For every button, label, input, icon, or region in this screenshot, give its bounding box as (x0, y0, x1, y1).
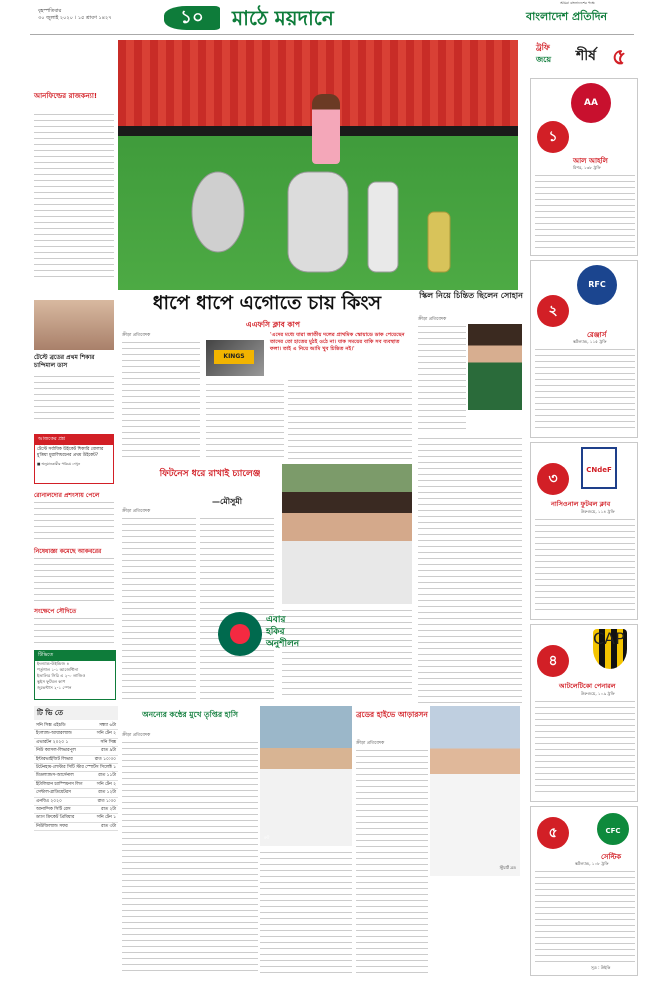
top5-header (530, 40, 638, 74)
top5-line1: ট্রফি (536, 43, 550, 52)
tv-channel: সন্ধ্যা ৬টা (99, 723, 116, 728)
trophy-super-cup (192, 172, 244, 252)
club-card-1 (530, 78, 638, 256)
tv-program: ড্যাগ ক্রিকেট প্রিমিয়ার (36, 815, 75, 821)
main-body-col3 (288, 378, 412, 462)
broad-body-bottom (260, 850, 352, 976)
page-number: ১০ (164, 6, 220, 30)
main-headline: ধাপে ধাপে এগোতে চায় কিংস (152, 292, 382, 314)
club-rank-4: ৪ (537, 645, 569, 677)
tv-row (34, 772, 118, 780)
brand-text: বাংলাদেশ প্রতিদিন (526, 10, 608, 23)
tv-row (34, 764, 118, 772)
tv-program: মিডল্যান্ডস-আর্সেনাল (36, 773, 74, 779)
club-country-4: উরুগুয়ে, ১০৯ ট্রফি (581, 691, 615, 696)
broad-body (356, 748, 428, 976)
hockey-line3: অনুশীলন (266, 639, 300, 649)
kings-photo (206, 340, 264, 376)
tv-channel: রাত ৯টা (101, 748, 116, 754)
club-logo-3: CNdeF (581, 447, 617, 489)
club-rank-5: ৫ (537, 817, 569, 849)
tv-channel: রাত ১০:৩০ (94, 756, 116, 762)
club-card-3 (530, 442, 638, 620)
tv-row (34, 722, 118, 730)
tv-program: আনান্দিক সিটি রেস (36, 807, 71, 813)
tv-program: ইংল্যান্ড-আয়ারল্যান্ড (36, 731, 72, 737)
sohan-title: স্কিল নিয়ে চিন্তিত ছিলেন সোহান (419, 291, 523, 300)
club-rank-1: ১ (537, 121, 569, 153)
tv-program: নিউ ক্যাসল-লিভারপুল (36, 748, 76, 754)
club-card-2 (530, 260, 638, 438)
root-photo (260, 706, 352, 846)
news3-title: সংক্ষেপে সৌদিতে (34, 608, 77, 615)
trophy-pl (368, 182, 398, 272)
club-rank-2: ২ (537, 295, 569, 327)
root-caption: রুট (264, 835, 270, 840)
brand-logo (526, 4, 634, 32)
main-body-col2 (206, 382, 284, 462)
tv-row (34, 789, 118, 797)
club-source: সূত্র : উইকি (591, 965, 611, 970)
tv-program: নিউজিল্যান্ড সফর (36, 823, 68, 829)
root-byline: ক্রীড়া প্রতিবেদক (122, 733, 151, 738)
top5-number: ৫ (612, 45, 627, 70)
result-row: ইতালির সিরি এ ২-০ লাজিও (37, 673, 86, 678)
quiz-question: টেস্টে সর্বাধিক উইকেট শিকারি বোলার মুত্তিয়া মুরালিধরনের প্রথম উইকেট? (37, 447, 104, 458)
tv-row (34, 814, 118, 822)
quiz-title: আজকের প্রশ্ন (35, 435, 113, 445)
results-box (34, 650, 116, 700)
club-logo-5: CFC (595, 811, 631, 847)
broad-byline: ক্রীড়া প্রতিবেদক (356, 741, 385, 746)
club-logo-1: AA (571, 83, 611, 123)
tv-channel: রাত ৩টা (101, 823, 116, 829)
club-card-5 (530, 806, 638, 976)
quiz-box (34, 434, 114, 484)
tv-channel: সনি টেন ২ (96, 731, 116, 737)
masthead-date: ৩০ জুলাই ২০২০ । ১৫ শ্রাবণ ১৪২৭ (38, 15, 112, 21)
club-name-3: নাসিওনাল ফুটবল ক্লাব (551, 500, 611, 508)
moushumi-photo (282, 464, 412, 604)
main-quote: 'এদের মধ্যে যারা জাতীয় দলের প্রাথমিক স্কোয়াডে ডাক পেয়েছেন তাদের তো হাতের মুঠই ওঠে না। যাক সময়ের বাকি সব ব্যবস্থাত ফলা। তাই এ নিয়ে আমি খুব চিন্তিত নই।' (270, 332, 405, 352)
tv-channel: স্টার স্পোর্টস সিলেক্ট ১ (76, 765, 116, 771)
hockey-line2: হকির (266, 627, 285, 637)
club-country-5: স্কটল্যান্ড, ১০৮ ট্রফি (575, 861, 609, 866)
women-byline: ক্রীড়া প্রতিবেদক (122, 509, 151, 514)
section-title: মাঠে ময়দানে (232, 6, 334, 30)
club-name-5: সেল্টিক (601, 853, 622, 861)
club-desc-2 (535, 347, 635, 433)
tv-program: সেন্টাল-গ্লাডিয়েটরস (36, 790, 71, 796)
kings-logo: KINGS (214, 350, 254, 364)
trophy-ucl-big (288, 172, 348, 272)
quiz-hint: ■ অনুমানকারীর পরিচয় দেখুন (37, 462, 81, 466)
results-title: টিভিতে (35, 651, 115, 661)
tv-row (34, 781, 118, 789)
result-row: জুভেন্টাস ২-১ স্পেন (37, 685, 72, 690)
sohan-byline: ক্রীড়া প্রতিবেদক (418, 317, 447, 322)
result-row: ইংল্যান্ড-উইন্ডিজ ৪ (37, 661, 70, 666)
club-card-4 (530, 624, 638, 802)
test-body (34, 374, 114, 424)
stadium-photo (118, 40, 518, 290)
women-sub: —মৌসুমী (212, 497, 242, 506)
club-logo-4: CAP (593, 629, 627, 669)
tv-channel: রাত ২টা (101, 807, 116, 813)
tv-program: টটেনহাম-লেস্টার সিটি (36, 765, 75, 771)
tv-channel: সনি টেন ২ (96, 781, 116, 787)
anecdote-body (34, 112, 114, 282)
tv-row (34, 798, 118, 806)
news2-title: নিষেধাজ্ঞা কমেছে আকবরের (34, 548, 102, 555)
main-body-col1 (122, 340, 200, 460)
club-desc-1 (535, 173, 635, 253)
broad-title: ব্রডের হাইভে আড়ারসন (356, 710, 428, 719)
broad-photo (430, 706, 520, 876)
tv-row (34, 823, 118, 831)
tv-row (34, 806, 118, 814)
main-kicker: এএফসি ক্লাব কাপ (246, 320, 300, 329)
masthead-day: বৃহস্পতিবার (38, 8, 62, 14)
news3-body (34, 616, 114, 644)
club-name-2: রেঞ্জার্স (587, 331, 607, 339)
women-body-col2 (200, 516, 274, 702)
result-row: পর্তুগাল ১-১ আর্জেন্টিনা (37, 667, 79, 672)
tv-row (34, 747, 118, 755)
tv-program: এনবিএ ২০২০ (36, 798, 62, 804)
main-byline: ক্রীড়া প্রতিবেদক (122, 333, 151, 338)
club-name-4: আটলেটিকো পেনারল (559, 682, 616, 690)
club-country-2: স্কটল্যান্ড, ১১৫ ট্রফি (573, 339, 607, 344)
hockey-label (266, 614, 299, 650)
tv-program: ইন্টারভাইজিট লিভার (36, 756, 73, 762)
tv-program: এভারটন ২০২০ ১ (36, 739, 69, 745)
tv-channel: রাত ১:৩০ (97, 798, 116, 804)
tv-row (34, 756, 118, 764)
club-name-1: আল আহলি (573, 157, 608, 165)
tv-channel: সনি সিক্স (100, 739, 116, 745)
women-title: ফিটনেস ধরে রাখাই চ্যালেঞ্জ (159, 469, 261, 479)
club-desc-5 (535, 869, 635, 963)
hockey-logo-dot (230, 624, 250, 644)
hockey-logo (218, 612, 262, 656)
brand-tagline: আমরা বাংলাদেশের পক্ষে (560, 1, 595, 5)
tv-channel: সনি টেন ১ (96, 815, 116, 821)
tv-header: টি ভি তে (34, 706, 118, 720)
top5-word: শীর্ষ (576, 48, 597, 64)
club-country-3: উরুগুয়ে, ১১৪ ট্রফি (581, 509, 615, 514)
anecdote-title: আনফিল্ডের রাজকন্যা! (34, 92, 98, 100)
trophy-club-wc (428, 212, 450, 272)
sohan-body-top (418, 324, 466, 434)
trophies-graphic (178, 152, 498, 282)
club-country-1: মিশর, ১৩৮ ট্রফি (573, 165, 601, 170)
test-title: টেস্টে ব্রডের প্রথম শিকার চান্দিমাল ডাস (34, 354, 95, 369)
sohan-photo (468, 324, 522, 410)
top5-line2: জয়ে (536, 55, 552, 64)
club-desc-3 (535, 517, 635, 615)
women-body-col3 (282, 608, 412, 698)
left-column (30, 88, 120, 984)
broad-thumb (34, 300, 114, 350)
result-row: স্কুইস ফুটবল কাপ (37, 679, 66, 684)
tv-channel: রাত ১২টা (98, 790, 116, 796)
sohan-body-bottom (418, 436, 522, 706)
tv-row (34, 730, 118, 738)
root-body (122, 740, 258, 976)
broad-caption: স্টুয়ার্ট ব্রড (499, 865, 516, 870)
hockey-line1: এবার (266, 615, 286, 625)
club-logo-2: RFC (577, 265, 617, 305)
tv-program: ইটালিয়ান চ্যাম্পিয়নস লিগ (36, 781, 83, 787)
news1-body (34, 500, 114, 542)
tv-schedule (34, 706, 118, 831)
root-title: অনন্যের কন্ঠের মুখে তৃপ্তির হাসি (142, 710, 238, 719)
tv-program: সনি সিক্স এইচডি (36, 723, 66, 728)
tv-channel: রাত ১১টা (98, 773, 116, 779)
masthead-rule (30, 34, 634, 35)
club-desc-4 (535, 699, 635, 797)
news1-title: রোনালদোর প্রশংসায় পেলে (34, 492, 100, 499)
club-rank-3: ৩ (537, 463, 569, 495)
women-body-col1 (122, 516, 196, 702)
news2-body (34, 556, 114, 602)
tv-row (34, 739, 118, 747)
